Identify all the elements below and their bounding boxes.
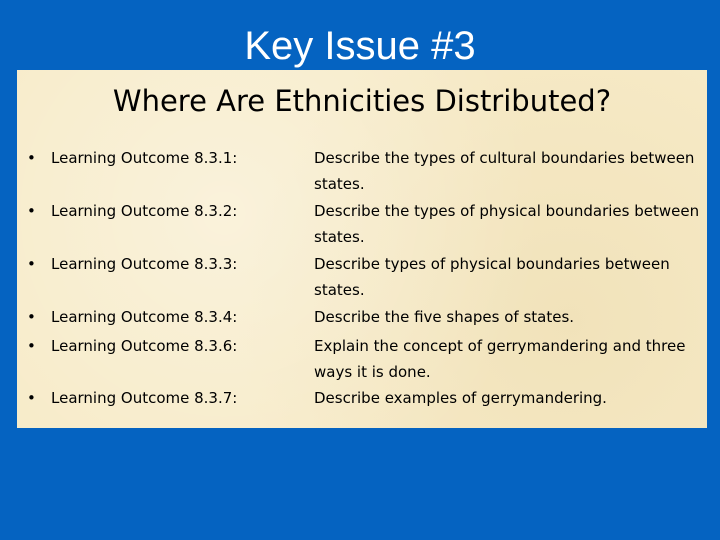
content-panel (17, 70, 707, 428)
outcome-description: Describe types of physical boundaries between states. (314, 255, 670, 299)
bullet-icon: • (27, 337, 36, 355)
bullet-icon: • (27, 389, 36, 407)
outcome-label: Learning Outcome 8.3.7: (51, 389, 238, 407)
outcome-label: Learning Outcome 8.3.2: (51, 202, 238, 220)
bullet-icon: • (27, 149, 36, 167)
outcome-label: Learning Outcome 8.3.6: (51, 337, 238, 355)
bullet-icon: • (27, 308, 36, 326)
panel-heading: Where Are Ethnicities Distributed? (112, 84, 612, 118)
outcome-description: Describe the five shapes of states. (314, 308, 575, 326)
outcome-label: Learning Outcome 8.3.1: (51, 149, 238, 167)
slide-title: Key Issue #3 (244, 24, 476, 68)
outcome-label: Learning Outcome 8.3.4: (51, 308, 238, 326)
outcome-description: Describe the types of cultural boundaries between states. (314, 149, 695, 193)
outcome-label: Learning Outcome 8.3.3: (51, 255, 238, 273)
bullet-icon: • (27, 255, 36, 273)
outcome-description: Explain the concept of gerrymandering and three ways it is done. (314, 337, 686, 381)
bullet-icon: • (27, 202, 36, 220)
outcome-description: Describe the types of physical boundaries between states. (314, 202, 700, 246)
outcome-description: Describe examples of gerrymandering. (314, 389, 607, 407)
